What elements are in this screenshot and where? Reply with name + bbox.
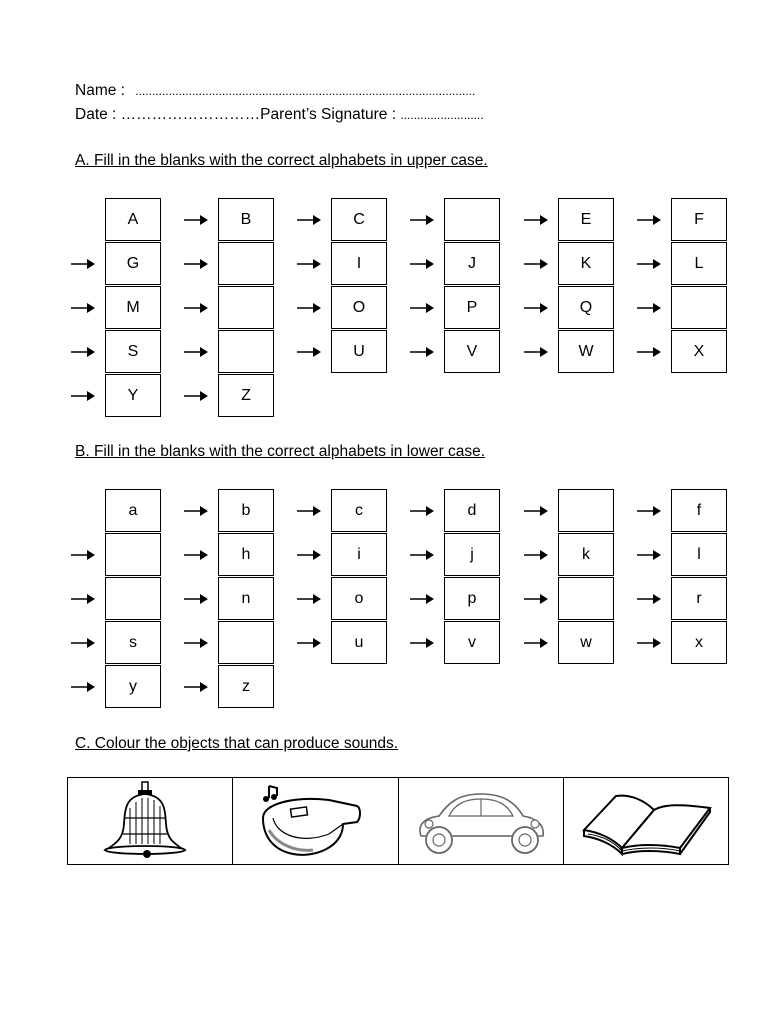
arrow-right-icon <box>71 637 95 649</box>
letter-box: r <box>671 577 727 620</box>
arrow-right-icon <box>71 681 95 693</box>
letter-box: x <box>671 621 727 664</box>
letter-box: w <box>558 621 614 664</box>
pictures-row <box>67 777 729 865</box>
letter-box: Q <box>558 286 614 329</box>
blank-letter-box[interactable] <box>558 489 614 532</box>
arrow-right-icon <box>297 214 321 226</box>
signature-field[interactable]: ......................... <box>400 108 484 122</box>
letter-box: o <box>331 577 387 620</box>
letter-box: u <box>331 621 387 664</box>
arrow-right-icon <box>184 637 208 649</box>
letter-box: I <box>331 242 387 285</box>
letter-box: X <box>671 330 727 373</box>
signature-label: Parent’s Signature : <box>260 106 397 123</box>
letter-box: Y <box>105 374 161 417</box>
letter-box: l <box>671 533 727 576</box>
arrow-right-icon <box>184 505 208 517</box>
arrow-right-icon <box>524 593 548 605</box>
letter-box: v <box>444 621 500 664</box>
arrow-right-icon <box>297 637 321 649</box>
letter-box: G <box>105 242 161 285</box>
letter-box: d <box>444 489 500 532</box>
letter-box: V <box>444 330 500 373</box>
letter-box: J <box>444 242 500 285</box>
letter-box: K <box>558 242 614 285</box>
arrow-right-icon <box>637 214 661 226</box>
name-field[interactable]: ...................................................................................................... <box>135 84 476 98</box>
whistle-icon <box>233 778 398 864</box>
blank-letter-box[interactable] <box>105 533 161 576</box>
arrow-right-icon <box>637 637 661 649</box>
car-icon <box>399 778 564 864</box>
arrow-right-icon <box>410 549 434 561</box>
letter-box: A <box>105 198 161 241</box>
letter-box: s <box>105 621 161 664</box>
blank-letter-box[interactable] <box>218 242 274 285</box>
arrow-right-icon <box>410 505 434 517</box>
section-c-title: C. Colour the objects that can produce sounds. <box>75 735 399 752</box>
blank-letter-box[interactable] <box>558 577 614 620</box>
arrow-right-icon <box>637 505 661 517</box>
arrow-right-icon <box>297 593 321 605</box>
arrow-right-icon <box>524 302 548 314</box>
whistle-picture[interactable] <box>233 778 398 864</box>
letter-box: j <box>444 533 500 576</box>
arrow-right-icon <box>297 346 321 358</box>
arrow-right-icon <box>184 302 208 314</box>
bell-icon <box>68 778 233 864</box>
arrow-right-icon <box>184 549 208 561</box>
letter-box: C <box>331 198 387 241</box>
bell-picture[interactable] <box>68 778 233 864</box>
blank-letter-box[interactable] <box>218 330 274 373</box>
letter-box: n <box>218 577 274 620</box>
arrow-right-icon <box>410 258 434 270</box>
letter-box: L <box>671 242 727 285</box>
arrow-right-icon <box>410 637 434 649</box>
arrow-right-icon <box>637 346 661 358</box>
blank-letter-box[interactable] <box>218 621 274 664</box>
blank-letter-box[interactable] <box>671 286 727 329</box>
letter-box: O <box>331 286 387 329</box>
arrow-right-icon <box>297 549 321 561</box>
section-a-title: A. Fill in the blanks with the correct alphabets in upper case. <box>75 152 488 169</box>
car-picture[interactable] <box>399 778 564 864</box>
arrow-right-icon <box>71 390 95 402</box>
arrow-right-icon <box>71 593 95 605</box>
letter-box: b <box>218 489 274 532</box>
section-b-title: B. Fill in the blanks with the correct alphabets in lower case. <box>75 443 486 460</box>
arrow-right-icon <box>71 549 95 561</box>
book-icon <box>564 778 729 864</box>
arrow-right-icon <box>71 346 95 358</box>
arrow-right-icon <box>410 346 434 358</box>
letter-box: i <box>331 533 387 576</box>
letter-box: F <box>671 198 727 241</box>
arrow-right-icon <box>637 549 661 561</box>
name-line <box>75 82 475 100</box>
arrow-right-icon <box>184 258 208 270</box>
book-picture[interactable] <box>564 778 728 864</box>
letter-box: h <box>218 533 274 576</box>
blank-letter-box[interactable] <box>218 286 274 329</box>
arrow-right-icon <box>297 302 321 314</box>
letter-box: Z <box>218 374 274 417</box>
arrow-right-icon <box>410 214 434 226</box>
letter-box: S <box>105 330 161 373</box>
letter-box: M <box>105 286 161 329</box>
arrow-right-icon <box>524 258 548 270</box>
letter-box: y <box>105 665 161 708</box>
date-line <box>75 106 484 124</box>
arrow-right-icon <box>637 258 661 270</box>
arrow-right-icon <box>524 214 548 226</box>
arrow-right-icon <box>184 390 208 402</box>
arrow-right-icon <box>410 593 434 605</box>
arrow-right-icon <box>184 681 208 693</box>
letter-box: p <box>444 577 500 620</box>
date-field[interactable]: ……………………… <box>120 106 261 123</box>
name-label: Name : <box>75 82 125 99</box>
blank-letter-box[interactable] <box>105 577 161 620</box>
arrow-right-icon <box>297 258 321 270</box>
letter-box: a <box>105 489 161 532</box>
arrow-right-icon <box>524 505 548 517</box>
arrow-right-icon <box>184 346 208 358</box>
arrow-right-icon <box>71 258 95 270</box>
arrow-right-icon <box>524 549 548 561</box>
arrow-right-icon <box>524 637 548 649</box>
letter-box: c <box>331 489 387 532</box>
letter-box: k <box>558 533 614 576</box>
letter-box: W <box>558 330 614 373</box>
arrow-right-icon <box>637 302 661 314</box>
letter-box: E <box>558 198 614 241</box>
letter-box: f <box>671 489 727 532</box>
date-label: Date : <box>75 106 117 123</box>
letter-box: P <box>444 286 500 329</box>
arrow-right-icon <box>71 302 95 314</box>
letter-box: z <box>218 665 274 708</box>
blank-letter-box[interactable] <box>444 198 500 241</box>
arrow-right-icon <box>410 302 434 314</box>
letter-box: B <box>218 198 274 241</box>
letter-box: U <box>331 330 387 373</box>
arrow-right-icon <box>184 593 208 605</box>
arrow-right-icon <box>637 593 661 605</box>
arrow-right-icon <box>297 505 321 517</box>
arrow-right-icon <box>184 214 208 226</box>
arrow-right-icon <box>524 346 548 358</box>
